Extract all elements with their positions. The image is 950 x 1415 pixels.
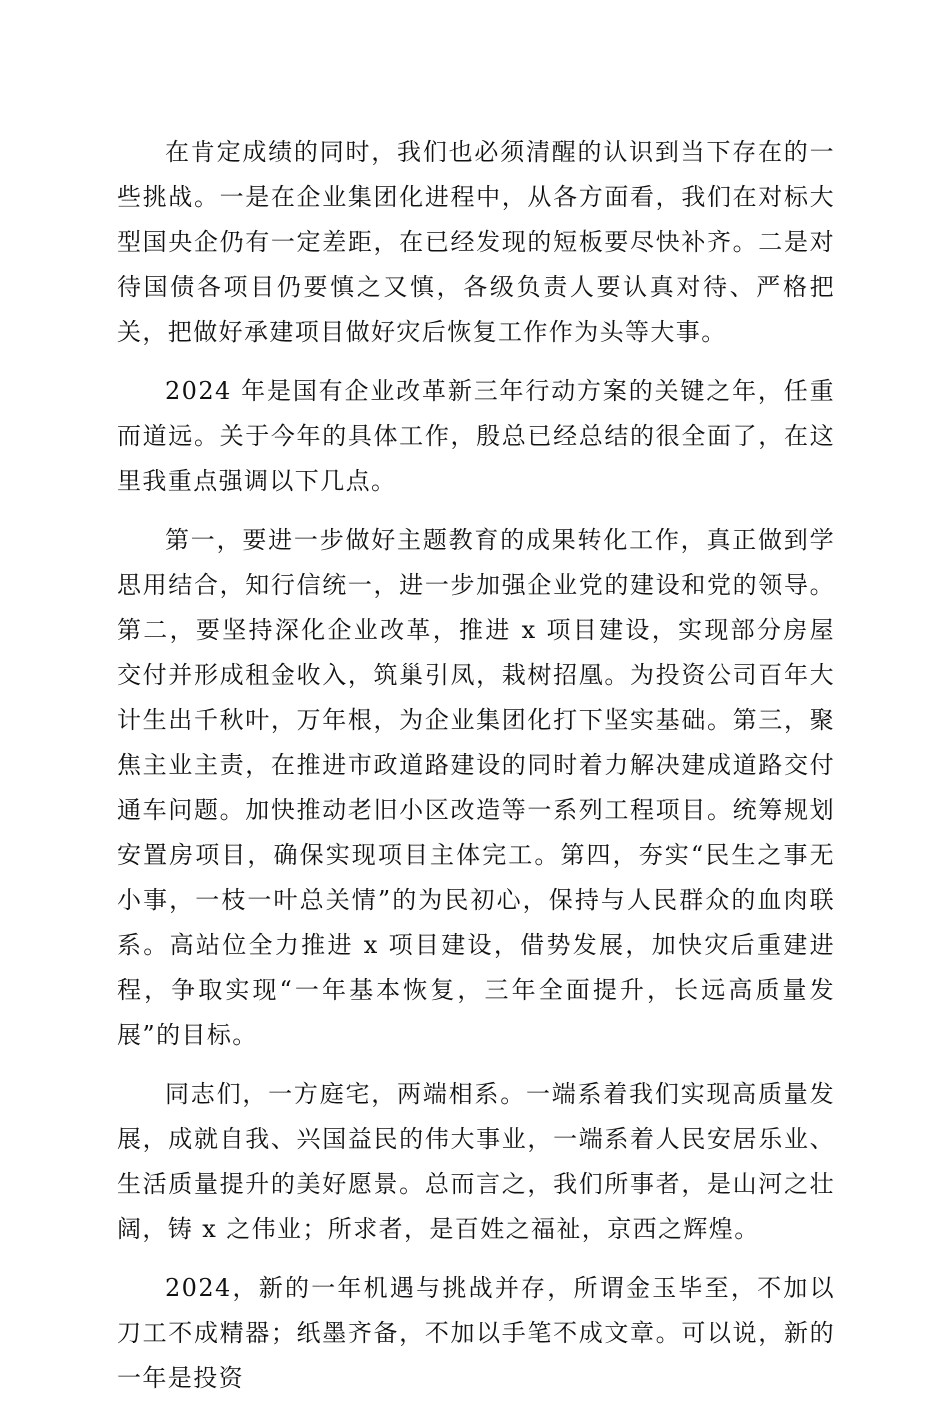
paragraph-key-tasks: 第一，要进一步做好主题教育的成果转化工作，真正做到学思用结合，知行信统一，进一步加强企业党的建设和党的领导。第二，要坚持深化企业改革，推进 x 项目建设，实现部分房屋交付并形成租金收入，筑巢引凤，栽树招凰。为投资公司百年大计生出千秋叶，万年根，为企业集团化打下坚实基础。第三，聚焦主业主责，在推进市政道路建设的同时着力解决建成道路交付通车问题。加快推动老旧小区改造等一系列工程项目。统筹规划安置房项目，确保实现项目主体完工。第四，夯实“民生之事无小事，一枝一叶总关情”的为民初心，保持与人民群众的血肉联系。高站位全力推进 x 项目建设，借势发展，加快灾后重建进程，争取实现“一年基本恢复，三年全面提升，长远高质量发展”的目标。 [117,526,835,1049]
document-body [117,130,835,1415]
paragraph-comrades: 同志们，一方庭宅，两端相系。一端系着我们实现高质量发展，成就自我、兴国益民的伟大事业，一端系着人民安居乐业、生活质量提升的美好愿景。总而言之，我们所事者，是山河之壮阔，铸 x 之伟业；所求者，是百姓之福祉，京西之辉煌。 [117,1080,835,1243]
paragraph-2024-reform: 2024 年是国有企业改革新三年行动方案的关键之年，任重而道远。关于今年的具体工作，殷总已经总结的很全面了，在这里我重点强调以下几点。 [117,377,835,495]
paragraph-new-year: 2024，新的一年机遇与挑战并存，所谓金玉毕至，不加以刀工不成精器；纸墨齐备，不加以手笔不成文章。可以说，新的一年是投资 [117,1274,835,1392]
paragraph-challenges: 在肯定成绩的同时，我们也必须清醒的认识到当下存在的一些挑战。一是在企业集团化进程中，从各方面看，我们在对标大型国央企仍有一定差距，在已经发现的短板要尽快补齐。二是对待国债各项目仍要慎之又慎，各级负责人要认真对待、严格把关，把做好承建项目做好灾后恢复工作作为头等大事。 [117,138,835,346]
